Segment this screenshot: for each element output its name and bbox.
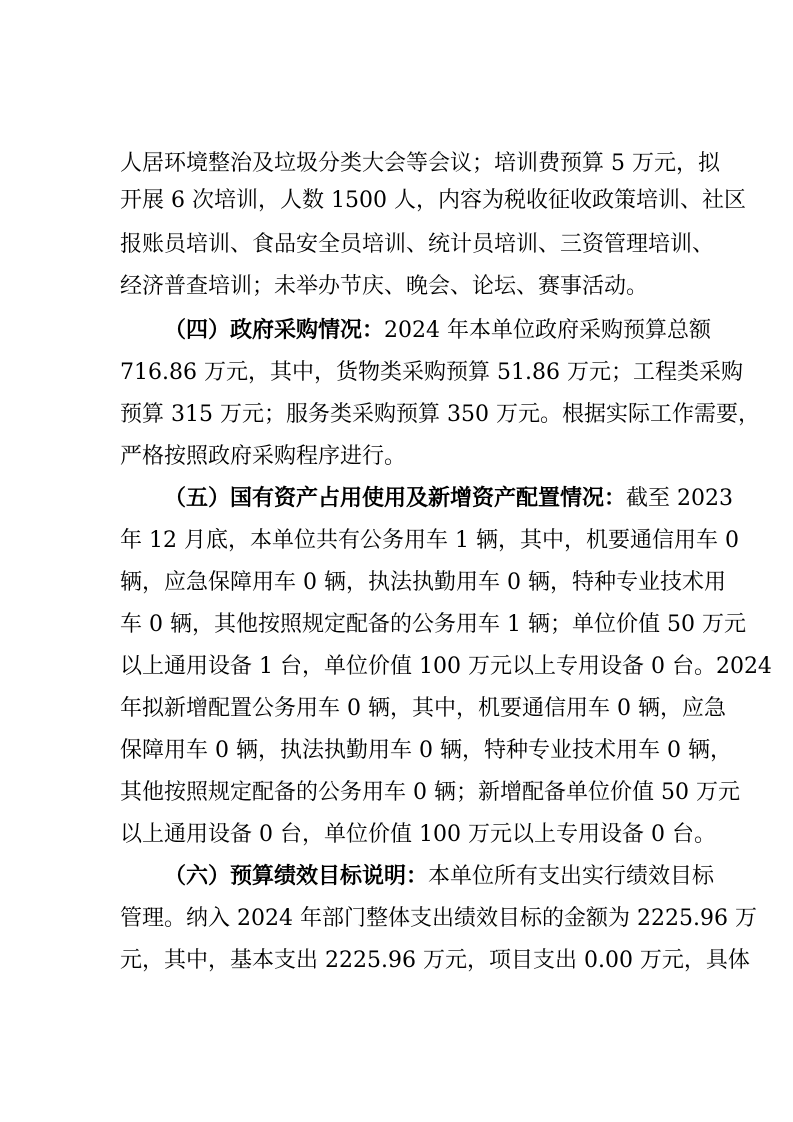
paragraph-line: 报账员培训、食品安全员培训、统计员培训、三资管理培训、 bbox=[120, 232, 715, 257]
section-heading-procurement: （四）政府采购情况： bbox=[164, 318, 385, 343]
paragraph-text: 本单位所有支出实行绩效目标 bbox=[428, 864, 715, 889]
paragraph-line: 辆，应急保障用车 0 辆，执法执勤用车 0 辆，特种专业技术用 bbox=[120, 570, 726, 595]
paragraph-text: 截至 2023 bbox=[626, 486, 733, 511]
section-line-assets bbox=[164, 484, 733, 514]
paragraph-line: 人居环境整治及垃圾分类大会等会议；培训费预算 5 万元，拟 bbox=[120, 151, 720, 176]
paragraph-line: 年拟新增配置公务用车 0 辆，其中，机要通信用车 0 辆，应急 bbox=[120, 696, 726, 721]
paragraph-line: 以上通用设备 0 台，单位价值 100 万元以上专用设备 0 台。 bbox=[120, 822, 716, 847]
paragraph-line: 车 0 辆，其他按照规定配备的公务用车 1 辆；单位价值 50 万元 bbox=[120, 612, 746, 637]
paragraph-line: 管理。纳入 2024 年部门整体支出绩效目标的金额为 2225.96 万 bbox=[120, 906, 757, 931]
paragraph-line: 严格按照政府采购程序进行。 bbox=[120, 444, 407, 469]
paragraph-line: 经济普查培训；未举办节庆、晚会、论坛、赛事活动。 bbox=[120, 274, 649, 299]
paragraph-line: 预算 315 万元；服务类采购预算 350 万元。根据实际工作需要， bbox=[120, 402, 760, 427]
paragraph-line: 716.86 万元，其中，货物类采购预算 51.86 万元；工程类采购 bbox=[120, 360, 743, 385]
paragraph-line: 其他按照规定配备的公务用车 0 辆；新增配备单位价值 50 万元 bbox=[120, 780, 740, 805]
paragraph-line: 保障用车 0 辆，执法执勤用车 0 辆，特种专业技术用车 0 辆， bbox=[120, 738, 732, 763]
paragraph-line: 以上通用设备 1 台，单位价值 100 万元以上专用设备 0 台。2024 bbox=[120, 654, 772, 679]
paragraph-text: 2024 年本单位政府采购预算总额 bbox=[384, 318, 711, 343]
section-heading-assets: （五）国有资产占用使用及新增资产配置情况： bbox=[164, 486, 627, 511]
section-line-performance bbox=[164, 862, 715, 892]
paragraph-line: 年 12 月底，本单位共有公务用车 1 辆，其中，机要通信用车 0 bbox=[120, 528, 739, 553]
paragraph-line: 开展 6 次培训，人数 1500 人，内容为税收征收政策培训、社区 bbox=[120, 188, 746, 213]
paragraph-line: 元，其中，基本支出 2225.96 万元，项目支出 0.00 万元，具体 bbox=[120, 948, 750, 973]
section-heading-performance: （六）预算绩效目标说明： bbox=[164, 864, 429, 889]
section-line-procurement bbox=[164, 316, 711, 346]
